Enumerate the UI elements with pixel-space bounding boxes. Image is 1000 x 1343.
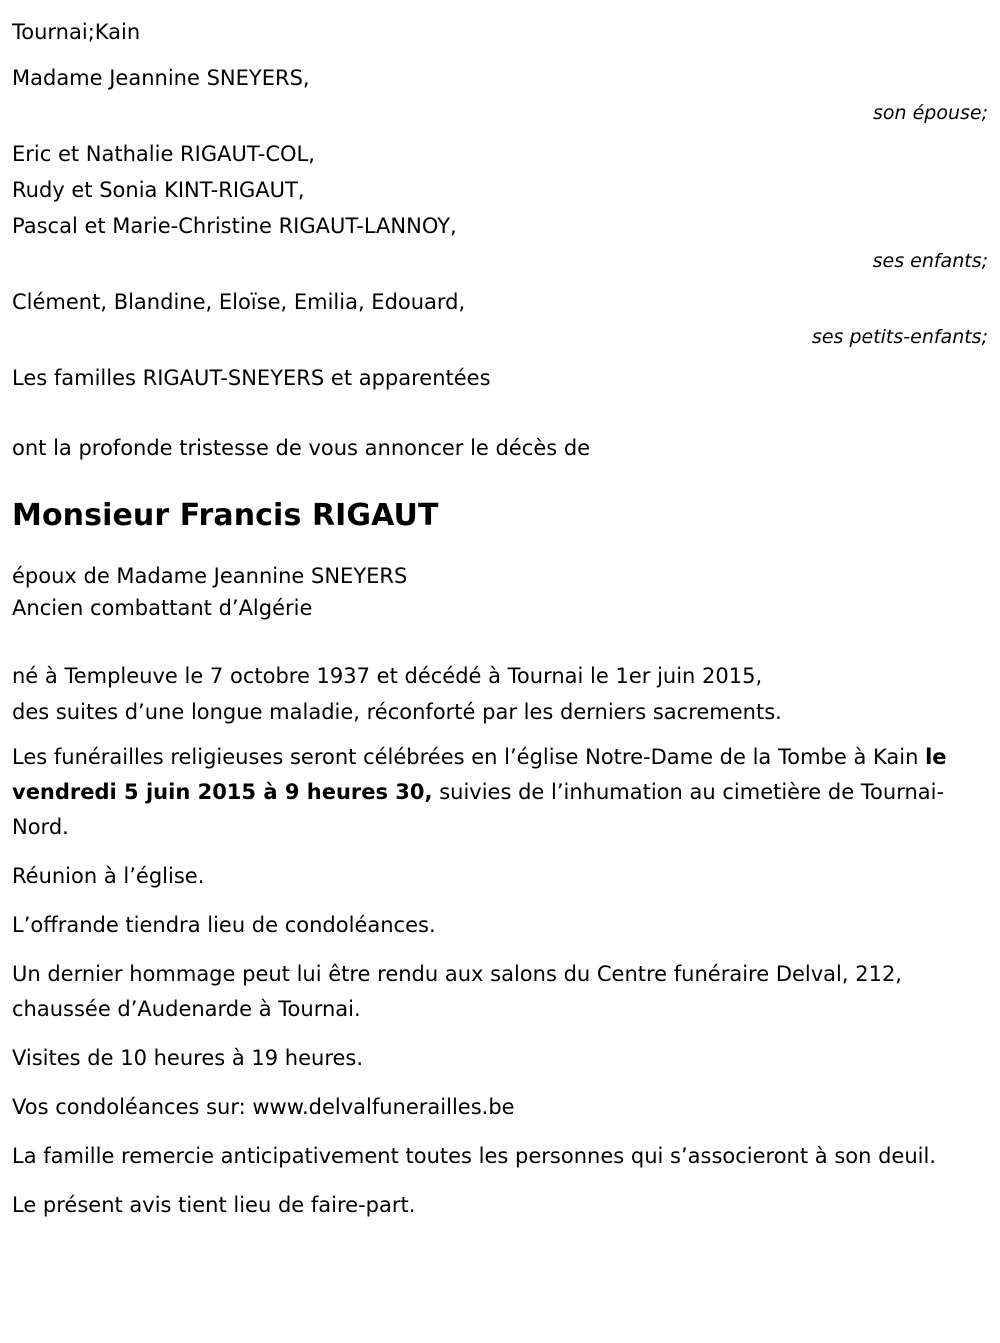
biography-line-2: des suites d’une longue maladie, réconforté par les derniers sacrements. bbox=[12, 700, 782, 724]
announcement-intro: ont la profonde tristesse de vous annoncer le décès de bbox=[12, 436, 591, 460]
children-relation-label: ses enfants; bbox=[872, 250, 988, 272]
spacer bbox=[12, 943, 992, 957]
offering-line: L’offrande tiendra lieu de condoléances. bbox=[12, 913, 436, 937]
deceased-subtitle-1: époux de Madame Jeannine SNEYERS bbox=[12, 564, 408, 588]
visits-line: Visites de 10 heures à 19 heures. bbox=[12, 1046, 364, 1070]
spacer bbox=[12, 1125, 992, 1139]
deceased-name: Monsieur Francis RIGAUT bbox=[12, 498, 439, 533]
grandchildren-names: Clément, Blandine, Eloïse, Emilia, Edouard, bbox=[12, 290, 466, 314]
spacer bbox=[12, 624, 992, 658]
gathering-line: Réunion à l’église. bbox=[12, 864, 205, 888]
funeral-datetime: le vendredi 5 juin 2015 à 9 heures 30, bbox=[12, 745, 947, 804]
spacer bbox=[12, 396, 992, 430]
spacer bbox=[12, 1027, 992, 1041]
funeral-paragraph bbox=[12, 740, 990, 845]
spouse-name: Madame Jeannine SNEYERS, bbox=[12, 66, 310, 90]
spacer bbox=[12, 1174, 992, 1188]
condolences-line: Vos condoléances sur: www.delvalfunerailles.be bbox=[12, 1095, 515, 1119]
thanks-paragraph: La famille remercie anticipativement toutes les personnes qui s’associeront à son deuil. bbox=[12, 1144, 936, 1168]
faire-part-line: Le présent avis tient lieu de faire-part. bbox=[12, 1193, 416, 1217]
biography-line-1: né à Templeuve le 7 octobre 1937 et décédé à Tournai le 1er juin 2015, bbox=[12, 664, 763, 688]
child-name-3: Pascal et Marie-Christine RIGAUT-LANNOY, bbox=[12, 214, 457, 238]
child-name-2: Rudy et Sonia KINT-RIGAUT, bbox=[12, 178, 305, 202]
locality-line: Tournai;Kain bbox=[12, 20, 141, 44]
funeral-text-before: Les funérailles religieuses seront célébrées en l’église Notre-Dame de la Tombe à Kain bbox=[12, 745, 926, 769]
spacer bbox=[12, 730, 992, 740]
deceased-subtitle-2: Ancien combattant d’Algérie bbox=[12, 596, 313, 620]
spacer bbox=[12, 1076, 992, 1090]
spacer bbox=[12, 845, 992, 859]
families-line: Les familles RIGAUT-SNEYERS et apparentées bbox=[12, 366, 491, 390]
grandchildren-relation-label: ses petits-enfants; bbox=[811, 326, 988, 348]
homage-paragraph: Un dernier hommage peut lui être rendu aux salons du Centre funéraire Delval, 212, chaussée d’Audenarde à Tournai. bbox=[12, 962, 902, 1021]
spacer bbox=[12, 466, 992, 496]
spacer bbox=[12, 894, 992, 908]
child-name-1: Eric et Nathalie RIGAUT-COL, bbox=[12, 142, 315, 166]
spacer bbox=[12, 50, 992, 60]
spouse-relation-label: son épouse; bbox=[872, 102, 988, 124]
funeral-text-after: suivies de l’inhumation au cimetière de Tournai-Nord. bbox=[12, 780, 945, 839]
spacer bbox=[12, 536, 992, 560]
